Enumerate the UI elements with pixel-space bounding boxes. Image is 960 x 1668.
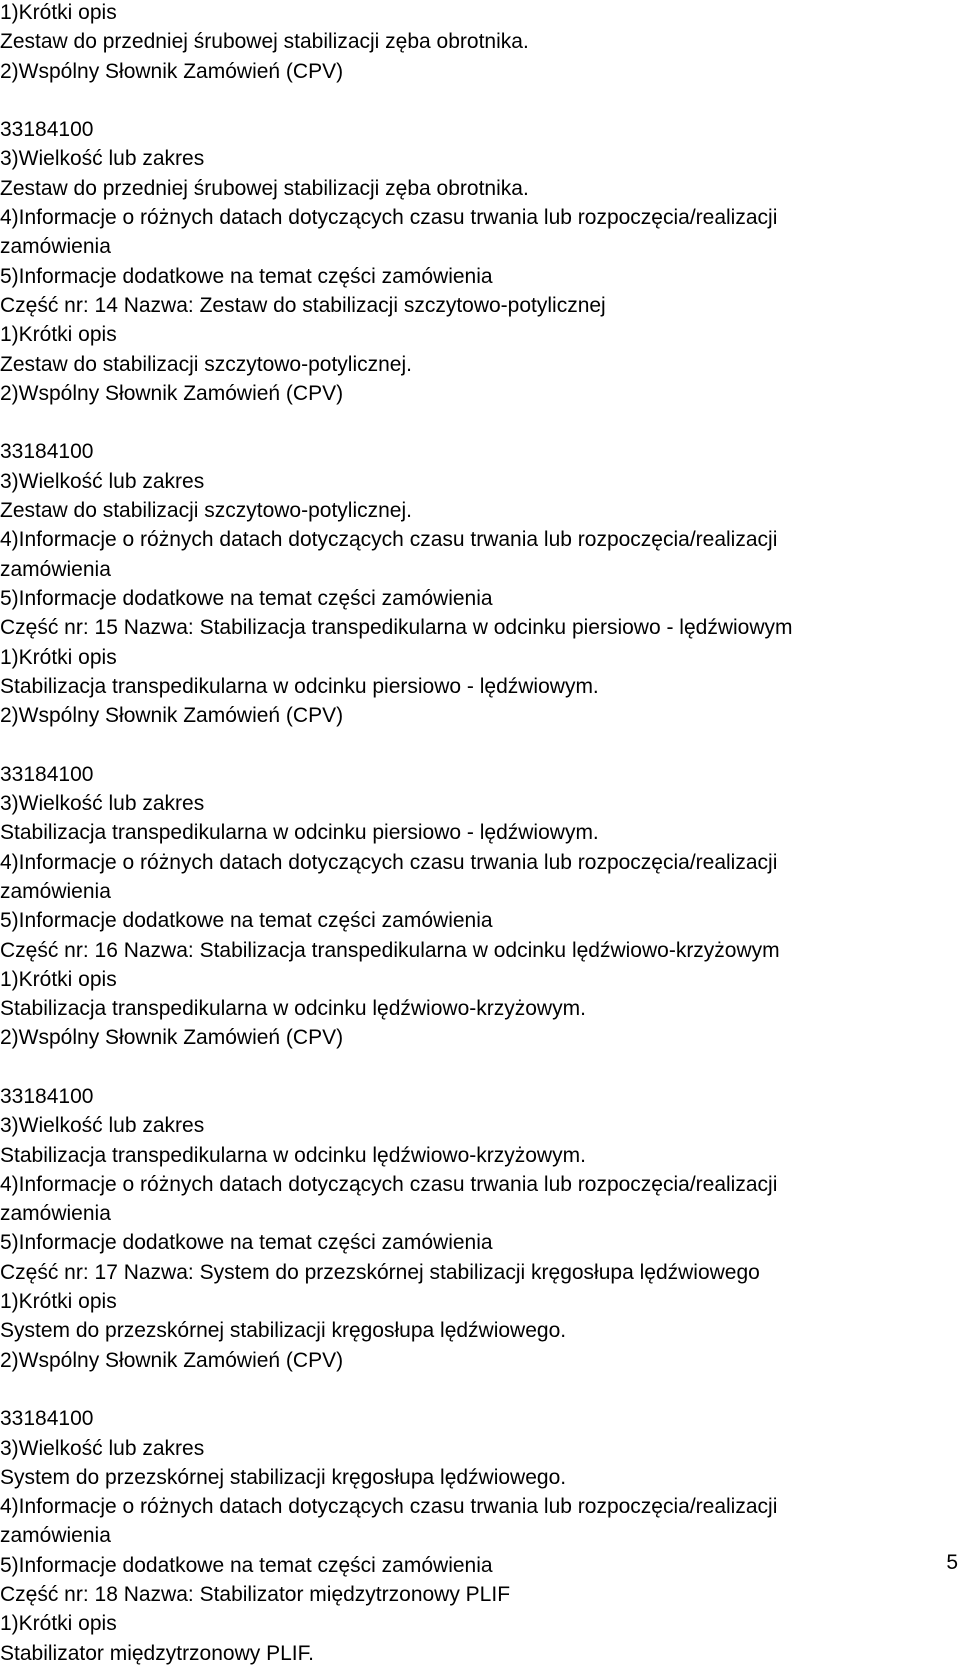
text-line: Część nr: 16 Nazwa: Stabilizacja transpedikularna w odcinku lędźwiowo-krzyżowym [0,938,780,962]
text-line: 3)Wielkość lub zakres [0,469,205,493]
text-line: 1)Krótki opis [0,1612,117,1636]
text-line: 33184100 [0,440,94,464]
text-line: Stabilizator międzytrzonowy PLIF. [0,1641,314,1665]
text-line: 4)Informacje o różnych datach dotyczących czasu trwania lub rozpoczęcia/realizacji [0,1495,778,1519]
text-line: Część nr: 17 Nazwa: System do przezskórnej stabilizacji kręgosłupa lędźwiowego [0,1260,760,1284]
text-line: 3)Wielkość lub zakres [0,1436,205,1460]
text-line: 2)Wspólny Słownik Zamówień (CPV) [0,381,344,405]
text-line: 2)Wspólny Słownik Zamówień (CPV) [0,59,344,83]
text-line: Stabilizacja transpedikularna w odcinku piersiowo - lędźwiowym. [0,674,599,698]
text-line: zamówienia [0,1202,111,1226]
text-line: Zestaw do przedniej śrubowej stabilizacji zęba obrotnika. [0,176,529,200]
text-line: Część nr: 15 Nazwa: Stabilizacja transpedikularna w odcinku piersiowo - lędźwiowym [0,616,793,640]
text-line: 33184100 [0,1407,94,1431]
text-line: Część nr: 18 Nazwa: Stabilizator międzytrzonowy PLIF [0,1583,511,1607]
page-number: 5 [946,1551,958,1574]
text-line: System do przezskórnej stabilizacji kręgosłupa lędźwiowego. [0,1465,567,1489]
text-line: Część nr: 14 Nazwa: Zestaw do stabilizacji szczytowo-potylicznej [0,293,606,317]
text-line: 4)Informacje o różnych datach dotyczących czasu trwania lub rozpoczęcia/realizacji [0,850,778,874]
text-line: zamówienia [0,557,111,581]
text-line: 5)Informacje dodatkowe na temat części zamówienia [0,909,493,933]
text-line: Zestaw do stabilizacji szczytowo-potylicznej. [0,499,412,523]
text-line: Zestaw do przedniej śrubowej stabilizacji zęba obrotnika. [0,30,529,54]
text-line: 2)Wspólny Słownik Zamówień (CPV) [0,1348,344,1372]
text-line: 3)Wielkość lub zakres [0,792,205,816]
text-line: 5)Informacje dodatkowe na temat części zamówienia [0,1231,493,1255]
text-line: 33184100 [0,762,94,786]
text-line: 2)Wspólny Słownik Zamówień (CPV) [0,1026,344,1050]
text-line: zamówienia [0,879,111,903]
text-line: 5)Informacje dodatkowe na temat części zamówienia [0,1553,493,1577]
blank-line [0,408,955,437]
text-line: 33184100 [0,1084,94,1108]
text-line: 3)Wielkość lub zakres [0,1114,205,1138]
text-line: zamówienia [0,1524,111,1548]
blank-line [0,86,955,115]
text-line: 3)Wielkość lub zakres [0,147,205,171]
text-line: 1)Krótki opis [0,1,117,24]
text-line: 2)Wspólny Słownik Zamówień (CPV) [0,704,344,728]
text-line: 33184100 [0,118,94,142]
text-line: 4)Informacje o różnych datach dotyczących czasu trwania lub rozpoczęcia/realizacji [0,528,778,552]
text-line: Stabilizacja transpedikularna w odcinku lędźwiowo-krzyżowym. [0,997,586,1021]
text-line: 1)Krótki opis [0,645,117,669]
text-line: Stabilizacja transpedikularna w odcinku piersiowo - lędźwiowym. [0,821,599,845]
text-line: 5)Informacje dodatkowe na temat części zamówienia [0,586,493,610]
blank-line [0,730,955,759]
blank-line [0,1053,955,1082]
text-line: 4)Informacje o różnych datach dotyczących czasu trwania lub rozpoczęcia/realizacji [0,206,778,230]
text-line: 1)Krótki opis [0,967,117,991]
text-line: zamówienia [0,235,111,259]
text-line: Stabilizacja transpedikularna w odcinku lędźwiowo-krzyżowym. [0,1143,586,1167]
text-line: System do przezskórnej stabilizacji kręgosłupa lędźwiowego. [0,1319,567,1343]
blank-line [0,1375,955,1404]
text-line: 4)Informacje o różnych datach dotyczących czasu trwania lub rozpoczęcia/realizacji [0,1172,778,1196]
text-line: 1)Krótki opis [0,1290,117,1314]
text-line: 1)Krótki opis [0,323,117,347]
text-line: 5)Informacje dodatkowe na temat części zamówienia [0,264,493,288]
text-line: Zestaw do stabilizacji szczytowo-potylicznej. [0,352,412,376]
